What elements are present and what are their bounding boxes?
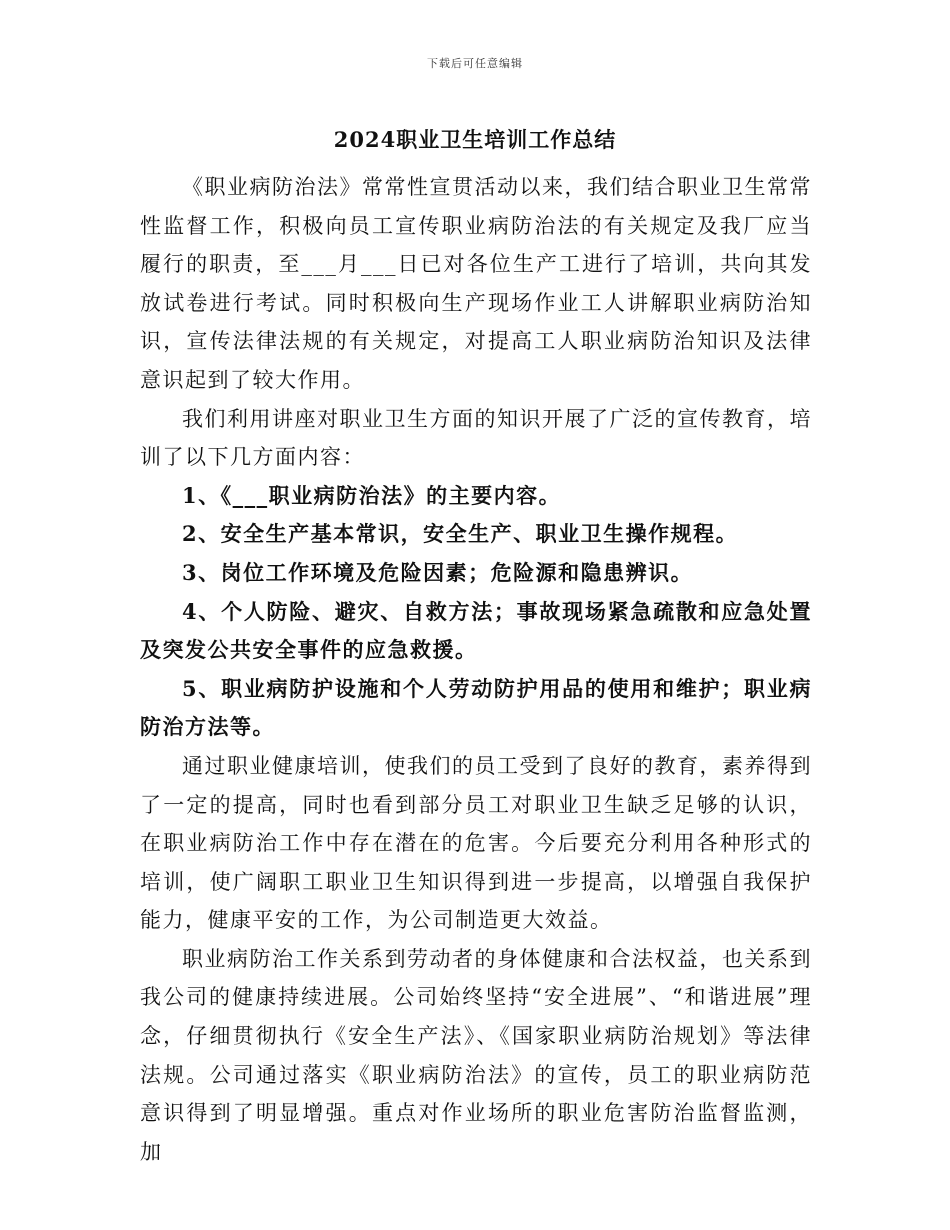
page-title: 2024职业卫生培训工作总结 xyxy=(333,127,617,152)
body-paragraph-2: 我们利用讲座对职业卫生方面的知识开展了广泛的宣传教育，培训了以下几方面内容： xyxy=(140,406,812,470)
list-item-1: 1、《___职业病防治法》的主要内容。 xyxy=(182,482,562,508)
list-item-3: 3、岗位工作环境及危险因素；危险源和隐患辨识。 xyxy=(182,559,694,585)
list-item-4: 4、个人防险、避灾、自救方法；事故现场紧急疏散和应急处置及突发公共安全事件的应急救援。 xyxy=(140,598,812,663)
document-body xyxy=(140,168,812,1171)
header-note: 下载后可任意编辑 xyxy=(427,57,523,70)
body-paragraph-3: 通过职业健康培训，使我们的员工受到了良好的教育，素养得到了一定的提高，同时也看到部分员工对职业卫生缺乏足够的认识，在职业病防治工作中存在潜在的危害。今后要充分利用各种形式的培训，使广阔职工职业卫生知识得到进一步提高，以增强自我保护能力，健康平安的工作，为公司制造更大效益。 xyxy=(140,753,812,933)
list-item-5: 5、职业病防护设施和个人劳动防护用品的使用和维护；职业病防治方法等。 xyxy=(140,675,812,740)
list-item-2: 2、安全生产基本常识，安全生产、职业卫生操作规程。 xyxy=(182,521,739,547)
body-paragraph-1: 《职业病防治法》常常性宣贯活动以来，我们结合职业卫生常常性监督工作，积极向员工宣传职业病防治法的有关规定及我厂应当履行的职责，至___月___日已对各位生产工进行了培训，共向其发放试卷进行考试。同时积极向生产现场作业工人讲解职业病防治知识，宣传法律法规的有关规定，对提高工人职业病防治知识及法律意识起到了较大作用。 xyxy=(140,175,812,392)
body-paragraph-4: 职业病防治工作关系到劳动者的身体健康和合法权益，也关系到我公司的健康持续进展。公司始终坚持“安全进展”、“和谐进展”理念，仔细贯彻执行《安全生产法》、《国家职业病防治规划》等法律法规。公司通过落实《职业病防治法》的宣传，员工的职业病防范意识得到了明显增强。重点对作业场所的职业危害防治监督监测，加 xyxy=(140,946,812,1164)
